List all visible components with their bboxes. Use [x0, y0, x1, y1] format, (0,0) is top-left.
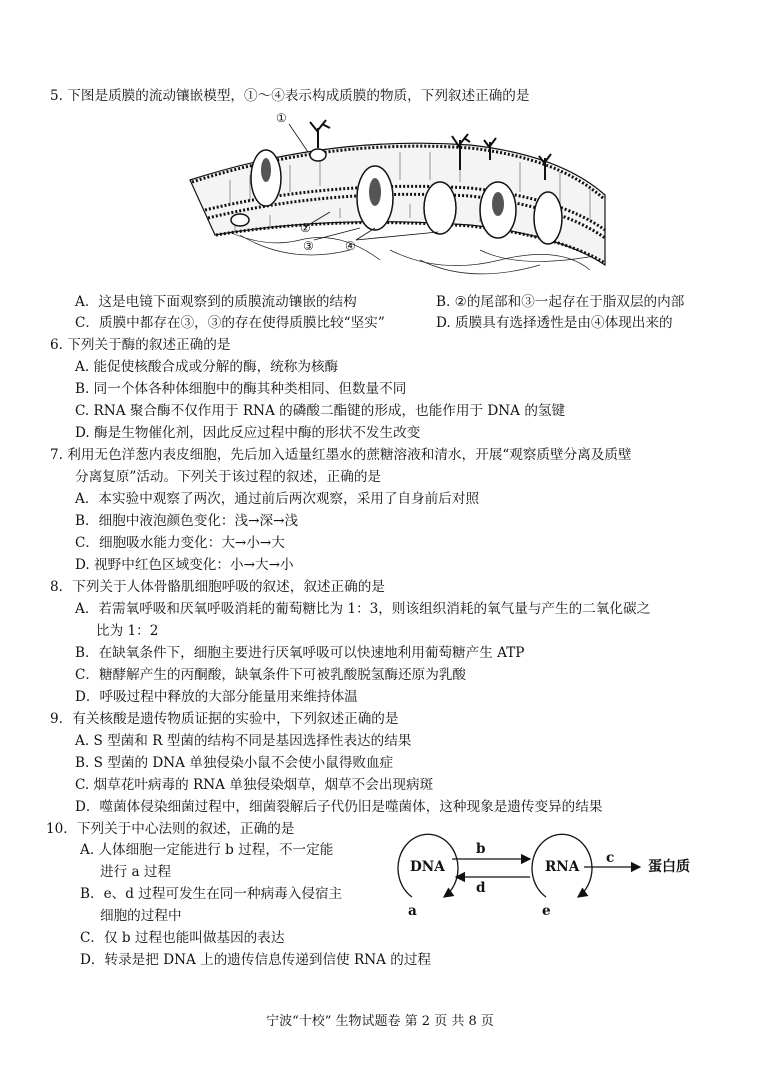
q5-stem: 5. 下图是质膜的流动镶嵌模型，①～④表示构成质膜的物质，下列叙述正确的是: [50, 88, 530, 104]
label-c: c: [606, 850, 615, 866]
q10-option-d: D．转录是把 DNA 上的遗传信息传递到信使 RNA 的过程: [80, 952, 432, 968]
q9-stem: 9．有关核酸是遗传物质证据的实验中，下列叙述正确的是: [50, 711, 399, 727]
q10-option-a-line2: 进行 a 过程: [100, 864, 172, 880]
label-e: e: [542, 903, 551, 919]
q7-option-a: A．本实验中观察了两次，通过前后两次观察，采用了自身前后对照: [75, 491, 480, 507]
q10-option-b-line2: 细胞的过程中: [100, 908, 182, 924]
label-b: b: [476, 841, 486, 857]
q8-option-b: B．在缺氧条件下，细胞主要进行厌氧呼吸可以快速地利用葡萄糖产生 ATP: [75, 645, 525, 661]
dna-node: DNA: [410, 859, 445, 875]
q6-option-c: C. RNA 聚合酶不仅作用于 RNA 的磷酸二酯键的形成，也能作用于 DNA 的氢键: [75, 403, 566, 419]
q5-option-b: B. ②的尾部和③一起存在于脂双层的内部: [436, 294, 685, 310]
q8-option-c: C．糖酵解产生的丙酮酸，缺氧条件下可被乳酸脱氢酶还原为乳酸: [75, 667, 467, 683]
q7-stem-line1: 7. 利用无色洋葱内表皮细胞，先后加入适量红墨水的蔗糖溶液和清水，开展“观察质壁分离及质壁: [50, 447, 632, 463]
q6-option-a: A. 能促使核酸合成或分解的酶，统称为核酶: [75, 359, 339, 375]
q5-option-c: C．质膜中都存在③，③的存在使得质膜比较“坚实”: [75, 315, 385, 331]
rna-node: RNA: [545, 859, 580, 875]
q5-option-d: D. 质膜具有选择透性是由④体现出来的: [436, 315, 673, 331]
q6-option-b: B. 同一个体各种体细胞中的酶其种类相同、但数量不同: [75, 381, 407, 397]
page-footer: 宁波“十校” 生物试题卷 第 2 页 共 8 页: [266, 1014, 494, 1029]
q8-option-a-line2: 比为 1：2: [96, 623, 159, 639]
label-4: ④: [345, 239, 356, 253]
q5-option-a: A．这是电镜下面观察到的质膜流动镶嵌的结构: [75, 294, 357, 310]
q10-option-a-line1: A. 人体细胞一定能进行 b 过程，不一定能: [80, 842, 334, 858]
q6-stem: 6. 下列关于酶的叙述正确的是: [50, 337, 231, 353]
q10-option-b-line1: B．e、d 过程可发生在同一种病毒入侵宿主: [80, 886, 343, 902]
label-a: a: [408, 903, 417, 919]
q7-option-d: D. 视野中红色区域变化：小→大→小: [75, 557, 294, 573]
q10-option-c: C．仅 b 过程也能叫做基因的表达: [80, 930, 285, 946]
label-3: ③: [303, 239, 314, 253]
q7-option-c: C．细胞吸水能力变化：大→小→大: [75, 535, 285, 551]
label-d: d: [476, 880, 486, 896]
membrane-diagram: [0, 100, 760, 300]
q8-option-d: D．呼吸过程中释放的大部分能量用来维持体温: [75, 689, 358, 705]
label-1: ①: [276, 111, 287, 125]
q9-option-c: C. 烟草花叶病毒的 RNA 单独侵染烟草，烟草不会出现病斑: [75, 777, 434, 793]
q7-option-b: B．细胞中液泡颜色变化：浅→深→浅: [75, 513, 299, 529]
q9-option-d: D．噬菌体侵染细菌过程中，细菌裂解后子代仍旧是噬菌体，这种现象是遗传变异的结果: [75, 799, 603, 815]
central-dogma-diagram: [0, 815, 760, 935]
q8-stem: 8．下列关于人体骨骼肌细胞呼吸的叙述，叙述正确的是: [50, 579, 385, 595]
q9-option-a: A. S 型菌和 R 型菌的结构不同是基因选择性表达的结果: [75, 733, 412, 749]
protein-node: 蛋白质: [648, 859, 690, 875]
q8-option-a-line1: A．若需氧呼吸和厌氧呼吸消耗的葡萄糖比为 1：3，则该组织消耗的氧气量与产生的二氧化碳之: [75, 601, 651, 617]
q9-option-b: B. S 型菌的 DNA 单独侵染小鼠不会使小鼠得败血症: [75, 755, 394, 771]
label-2: ②: [300, 221, 311, 235]
q6-option-d: D. 酶是生物催化剂，因此反应过程中酶的形状不发生改变: [75, 425, 421, 441]
q10-stem: 10．下列关于中心法则的叙述，正确的是: [46, 821, 295, 837]
q7-stem-line2: 分离复原”活动。下列关于该过程的叙述，正确的是: [75, 469, 382, 485]
